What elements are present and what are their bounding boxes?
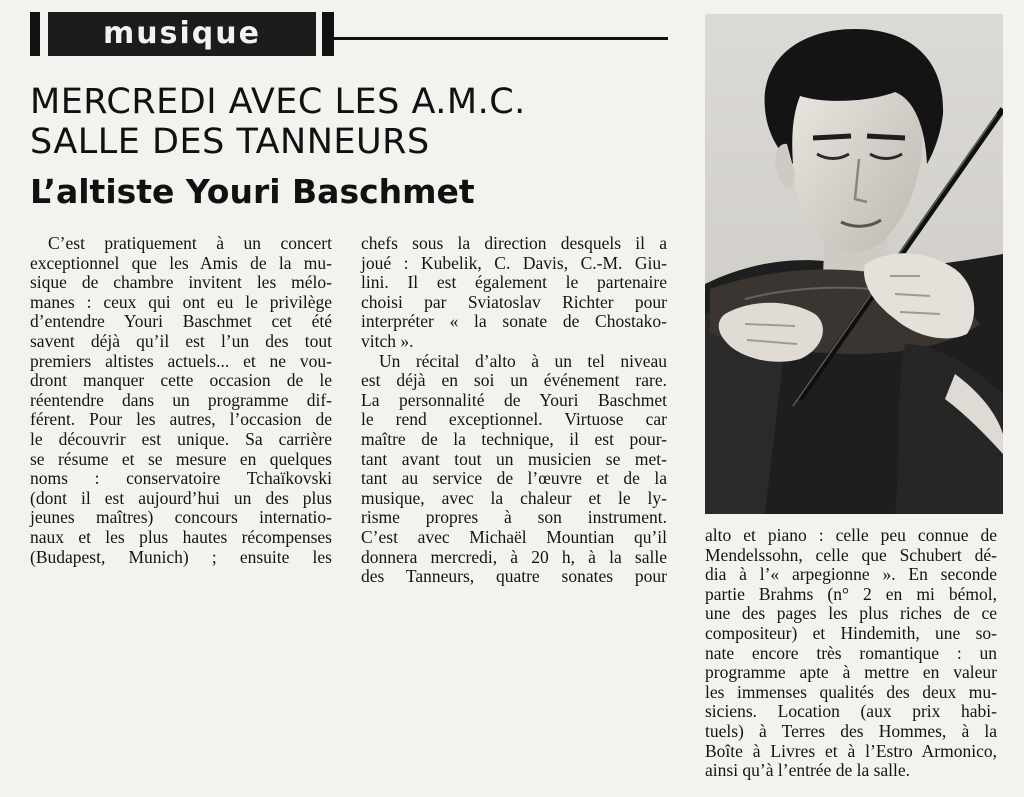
text-line: se résume et se mesure en quelques — [30, 448, 332, 469]
text-line: chefs sous la direction desquels il a — [361, 233, 667, 253]
text-line: est déjà en soi un événement rare. — [361, 370, 667, 391]
text-line: vitch ». — [361, 330, 414, 351]
text-line: tant avant tout un musicien se met- — [361, 448, 667, 469]
text-line: savent déjà qu’il est l’un des tout — [30, 330, 332, 351]
text-line: risme propres à son instrument. — [361, 507, 667, 528]
article-column-3 — [705, 526, 997, 781]
text-line: Boîte à Livres et à l’Estro Armonico, — [705, 740, 997, 761]
text-line: alto et piano : celle peu connue de — [705, 525, 997, 545]
text-line: férent. Pour les autres, l’occasion de — [30, 409, 332, 430]
text-line: choisi par Sviatoslav Richter pour — [361, 291, 667, 312]
text-line: jeunes maîtres) concours internatio- — [30, 507, 332, 528]
text-line: premiers altistes actuels... et ne vou- — [30, 350, 332, 371]
text-line: réentendre dans un programme dif- — [30, 389, 332, 410]
headline — [30, 82, 680, 162]
headline-line-2: SALLE DES TANNEURS — [30, 122, 430, 162]
violist-photo — [705, 14, 1003, 514]
section-rule — [334, 37, 668, 40]
text-line: le rend exceptionnel. Virtuose car — [361, 409, 667, 430]
text-line: lini. Il est également le partenaire — [361, 272, 667, 293]
text-line: interpréter « la sonate de Chostako- — [361, 311, 667, 332]
text-line: joué : Kubelik, C. Davis, C.-M. Giu- — [361, 252, 667, 273]
text-line: dia à l’« arpegionne ». En seconde — [705, 564, 997, 585]
article-column-2 — [361, 234, 667, 587]
text-line: une des pages les plus riches de ce — [705, 603, 997, 624]
text-line: programme apte à mettre en valeur — [705, 662, 997, 683]
text-line: dront manquer cette occasion de le — [30, 370, 332, 391]
text-line: Un récital d’alto à un tel niveau — [379, 350, 667, 371]
text-line: naux et les plus hautes récompenses — [30, 526, 332, 547]
text-line: les immenses qualités des deux mu- — [705, 681, 997, 702]
text-line: maître de la technique, il est pour- — [361, 428, 667, 449]
subheadline: L’altiste Youri Baschmet — [30, 172, 475, 211]
text-line: manes : ceux qui ont eu le privilège — [30, 291, 332, 312]
text-line: tant au service de l’œuvre et de la — [361, 468, 667, 489]
text-line: d’entendre Youri Baschmet cet été — [30, 311, 332, 332]
headline-line-1: MERCREDI AVEC LES A.M.C. — [30, 82, 526, 122]
text-line: tuels) à Terres des Hommes, à la — [705, 720, 997, 741]
text-line: des Tanneurs, quatre sonates pour — [361, 566, 667, 587]
text-line: musique, avec la chaleur et le ly- — [361, 487, 667, 508]
text-line: le découvrir est unique. Sa carrière — [30, 428, 332, 449]
text-line: donnera mercredi, à 20 h, à la salle — [361, 546, 667, 567]
text-line: noms : conservatoire Tchaïkovski — [30, 468, 332, 489]
text-line: (dont il est aujourd’hui un des plus — [30, 487, 332, 508]
text-line: C’est avec Michaël Mountian qu’il — [361, 526, 667, 547]
text-line: ainsi qu’à l’entrée de la salle. — [705, 760, 911, 781]
text-line: partie Brahms (n° 2 en mi bémol, — [705, 583, 997, 604]
text-line: exceptionnel que les Amis de la mu- — [30, 252, 332, 273]
text-line: nate encore très romantique : un — [705, 642, 997, 663]
section-bar-right — [322, 12, 334, 56]
article-column-1 — [30, 234, 332, 567]
section-bar-left — [30, 12, 40, 56]
section-label: musique — [48, 12, 316, 56]
text-line: (Budapest, Munich) ; ensuite les — [30, 546, 332, 567]
text-line: Mendelssohn, celle que Schubert dé- — [705, 544, 997, 565]
text-line: C’est pratiquement à un concert — [48, 233, 332, 253]
text-line: sique de chambre invitent les mélo- — [30, 272, 332, 293]
text-line: siciens. Location (aux prix habi- — [705, 701, 997, 722]
violist-portrait-icon — [705, 14, 1003, 514]
text-line: compositeur) et Hindemith, une so- — [705, 622, 997, 643]
text-line: La personnalité de Youri Baschmet — [361, 389, 667, 410]
